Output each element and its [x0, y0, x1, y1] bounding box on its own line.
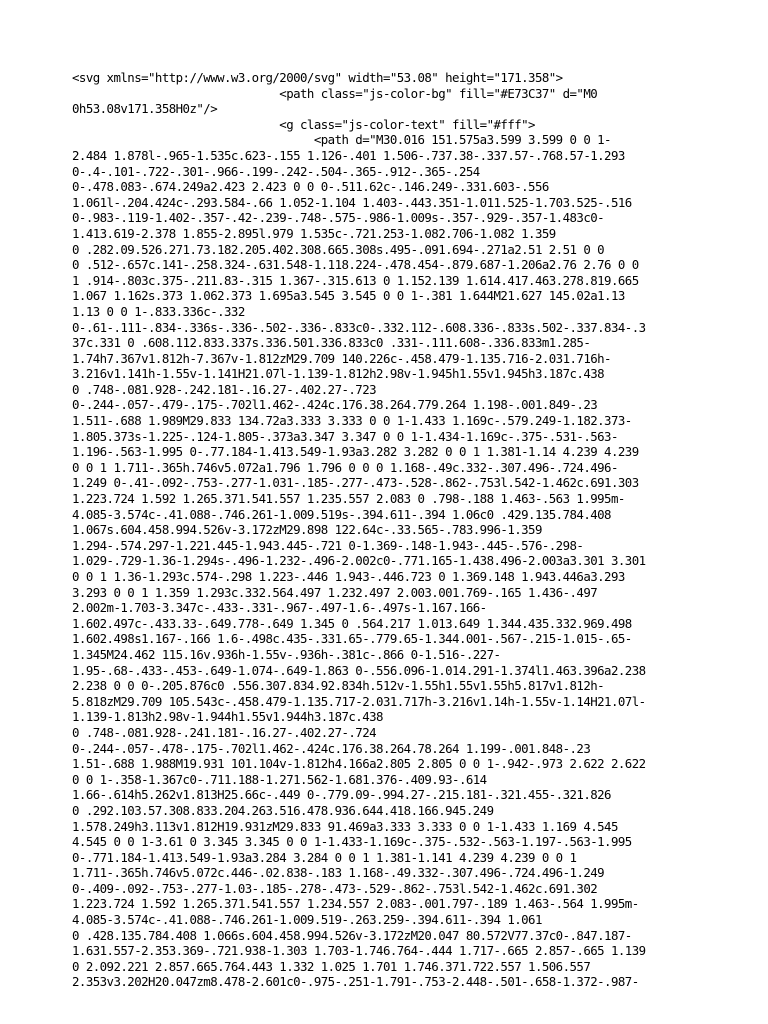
code-line: 37c.331 0 .608.112.833.337s.336.501.336.833c0 .331-.111.608-.336.833m1.285- — [72, 335, 591, 351]
code-line: 0-.409-.092-.753-.277-1.03-.185-.278-.473-.529-.862-.753l.542-1.462c.691.302 — [72, 880, 598, 896]
code-line: 2.238 0 0 0-.205.876c0 .556.307.834.92.834h.512v-1.55h1.55v1.55h5.817v1.812h- — [72, 678, 605, 694]
code-line: 1.511-.688 1.989M29.833 134.72a3.333 3.333 0 0 1-1.433 1.169c-.579.249-1.182.373- — [72, 413, 632, 429]
code-line: 4.085-3.574c-.41.088-.746.261-1.009.519-.263.259-.394.611-.394 1.061 — [72, 912, 542, 928]
code-line: 3.293 0 0 1 1.359 1.293c.332.564.497 1.232.497 2.003.001.769-.165 1.436-.497 — [72, 584, 598, 600]
code-line: 0-.244-.057-.479-.175-.702l1.462-.424c.176.38.264.779.264 1.198-.001.849-.23 — [72, 397, 598, 413]
code-line: 1.067 1.162s.373 1.062.373 1.695a3.545 3.545 0 0 1-.381 1.644M21.627 145.02a1.13 — [72, 288, 625, 304]
code-line: 1.067s.604.458.994.526v-3.172zM29.898 122.64c-.33.565-.783.996-1.359 — [72, 522, 542, 538]
code-line: 0 0 1 1.36-1.293c.574-.298 1.223-.446 1.943-.446.723 0 1.369.148 1.943.446a3.293 — [72, 569, 625, 584]
code-line: 1.805.373s-1.225-.124-1.805-.373a3.347 3.347 0 0 1-1.434-1.169c-.375-.531-.563- — [72, 428, 618, 444]
code-line: 1.66-.614h5.262v1.813H25.66c-.449 0-.779.09-.994.27-.215.181-.321.455-.321.826 — [72, 787, 611, 803]
code-line: 1.95-.68-.433-.453-.649-1.074-.649-1.863 0-.556.096-1.014.291-1.374l1.463.396a2.238 — [72, 662, 646, 678]
code-line: 1.74h7.367v1.812h-7.367v-1.812zM29.709 140.226c-.458.479-1.135.716-2.031.716h- — [72, 350, 611, 366]
code-line: 0-.4-.101-.722-.301-.966-.199-.242-.504-.365-.912-.365-.254 — [72, 163, 480, 179]
code-line: 2.002m-1.703-3.347c-.433-.331-.967-.497-1.6-.497s-1.167.166- — [72, 600, 487, 616]
code-line: 1.345M24.462 115.16v.936h-1.55v-.936h-.381c-.866 0-1.516-.227- — [72, 646, 501, 662]
code-line: 0-.244-.057-.478-.175-.702l1.462-.424c.176.38.264.78.264 1.199-.001.848-.23 — [72, 740, 591, 756]
code-line: 3.216v1.141h-1.55v-1.141H21.07l-1.139-1.812h2.98v-1.945h1.55v1.945h3.187c.438 — [72, 366, 605, 382]
code-line: 1.13 0 0 1-.833.336c-.332 — [72, 303, 245, 319]
code-line: 0-.478.083-.674.249a2.423 2.423 0 0 0-.511.62c-.146.249-.331.603-.556 — [72, 179, 549, 195]
code-line: 0 .512-.657c.141-.258.324-.631.548-1.118.224-.478.454-.879.687-1.206a2.76 2.76 0 0 — [72, 257, 639, 273]
code-line: 1.602.497c-.433.33-.649.778-.649 1.345 0 .564.217 1.013.649 1.344.435.332.969.498 — [72, 615, 632, 631]
code-line: 1.631.557-2.353.369-.721.938-1.303 1.703-1.746.764-.444 1.717-.665 2.857-.665 1.139 — [72, 943, 646, 959]
code-line: 0 0 1 1.711-.365h.746v5.072a1.796 1.796 0 0 0 1.168-.49c.332-.307.496-.724.496- — [72, 459, 618, 475]
code-line: 2.484 1.878l-.965-1.535c.623-.155 1.126-.401 1.506-.737.38-.337.57-.768.57-1.293 — [72, 147, 625, 163]
code-line: 1.029-.729-1.36-1.294s-.496-1.232-.496-2.002c0-.771.165-1.438.496-2.003a3.301 3.301 — [72, 553, 646, 569]
code-line: 1.578.249h3.113v1.812H19.931zM29.833 91.469a3.333 3.333 0 0 1-1.433 1.169 4.545 — [72, 818, 618, 834]
code-line: <svg xmlns="http://www.w3.org/2000/svg" width="53.08" height="171.358"> — [72, 70, 563, 85]
code-line: 1.223.724 1.592 1.265.371.541.557 1.234.557 2.083-.001.797-.189 1.463-.564 1.995m- — [72, 896, 639, 912]
code-line: 1.711-.365h.746v5.072c.446-.02.838-.183 1.168-.49.332-.307.496-.724.496-1.249 — [72, 865, 605, 881]
code-line: 0 0 1-.358-1.367c0-.711.188-1.271.562-1.681.376-.409.93-.614 — [72, 771, 487, 787]
code-line: <g class="js-color-text" fill="#fff"> — [72, 116, 535, 132]
code-line: 1.249 0-.41-.092-.753-.277-1.031-.185-.277-.473-.528-.862-.753l.542-1.462c.691.303 — [72, 475, 639, 491]
code-line: <path class="js-color-bg" fill="#E73C37" d="M0 — [72, 85, 598, 101]
code-line: 0 .292.103.57.308.833.204.263.516.478.936.644.418.166.945.249 — [72, 802, 494, 818]
code-line: 0h53.08v171.358H0z"/> — [72, 101, 218, 117]
code-line: 5.818zM29.709 105.543c-.458.479-1.135.717-2.031.717h-3.216v1.14h-1.55v-1.14H21.07l- — [72, 693, 646, 709]
code-line: 1.51-.688 1.988M19.931 101.104v-1.812h4.166a2.805 2.805 0 0 1-.942-.973 2.622 2.622 — [72, 756, 646, 772]
code-line: 4.085-3.574c-.41.088-.746.261-1.009.519s-.394.611-.394 1.06c0 .429.135.784.408 — [72, 506, 611, 522]
code-line: <path d="M30.016 151.575a3.599 3.599 0 0 1- — [72, 132, 611, 148]
code-line: 2.353v3.202H20.047zm8.478-2.601c0-.975-.251-1.791-.753-2.448-.501-.658-1.372-.987- — [72, 974, 639, 990]
code-line: 0-.61-.111-.834-.336s-.336-.502-.336-.833c0-.332.112-.608.336-.833s.502-.337.834-.3 — [72, 319, 646, 335]
code-line: 1.223.724 1.592 1.265.371.541.557 1.235.557 2.083 0 .798-.188 1.463-.563 1.995m- — [72, 491, 625, 507]
code-line: 1 .914-.803c.375-.211.83-.315 1.367-.315.613 0 1.152.139 1.614.417.463.278.819.665 — [72, 272, 639, 288]
svg-source-listing — [72, 70, 712, 990]
code-line: 0 .748-.081.928-.242.181-.16.27-.402.27-.723 — [72, 381, 377, 397]
code-line: 1.061l-.204.424c-.293.584-.66 1.052-1.104 1.403-.443.351-1.011.525-1.703.525-.516 — [72, 194, 632, 210]
code-line: 4.545 0 0 1-3.61 0 3.345 3.345 0 0 1-1.433-1.169c-.375-.532-.563-1.197-.563-1.995 — [72, 834, 632, 850]
code-line: 0 .282.09.526.271.73.182.205.402.308.665.308s.495-.091.694-.271a2.51 2.51 0 0 — [72, 241, 605, 257]
code-line: 1.196-.563-1.995 0-.77.184-1.413.549-1.93a3.282 3.282 0 0 1 1.381-1.14 4.239 4.239 — [72, 444, 639, 460]
code-line: 1.413.619-2.378 1.855-2.895l.979 1.535c-.721.253-1.082.706-1.082 1.359 — [72, 225, 556, 241]
code-line: 1.139-1.813h2.98v-1.944h1.55v1.944h3.187c.438 — [72, 709, 383, 725]
code-line: 1.602.498s1.167-.166 1.6-.498c.435-.331.65-.779.65-1.344.001-.567-.215-1.015-.65- — [72, 631, 632, 647]
code-line: 1.294-.574.297-1.221.445-1.943.445-.721 0-1.369-.148-1.943-.445-.576-.298- — [72, 537, 584, 553]
code-line: 0 2.092.221 2.857.665.764.443 1.332 1.025 1.701 1.746.371.722.557 1.506.557 — [72, 958, 591, 974]
code-line: 0-.771.184-1.413.549-1.93a3.284 3.284 0 0 1 1.381-1.141 4.239 4.239 0 0 1 — [72, 849, 577, 865]
code-line: 0 .748-.081.928-.241.181-.16.27-.402.27-.724 — [72, 724, 377, 740]
code-line: 0 .428.135.784.408 1.066s.604.458.994.526v-3.172zM20.047 80.572V77.37c0-.847.187- — [72, 927, 632, 943]
code-line: 0-.983-.119-1.402-.357-.42-.239-.748-.575-.986-1.009s-.357-.929-.357-1.483c0- — [72, 210, 605, 226]
